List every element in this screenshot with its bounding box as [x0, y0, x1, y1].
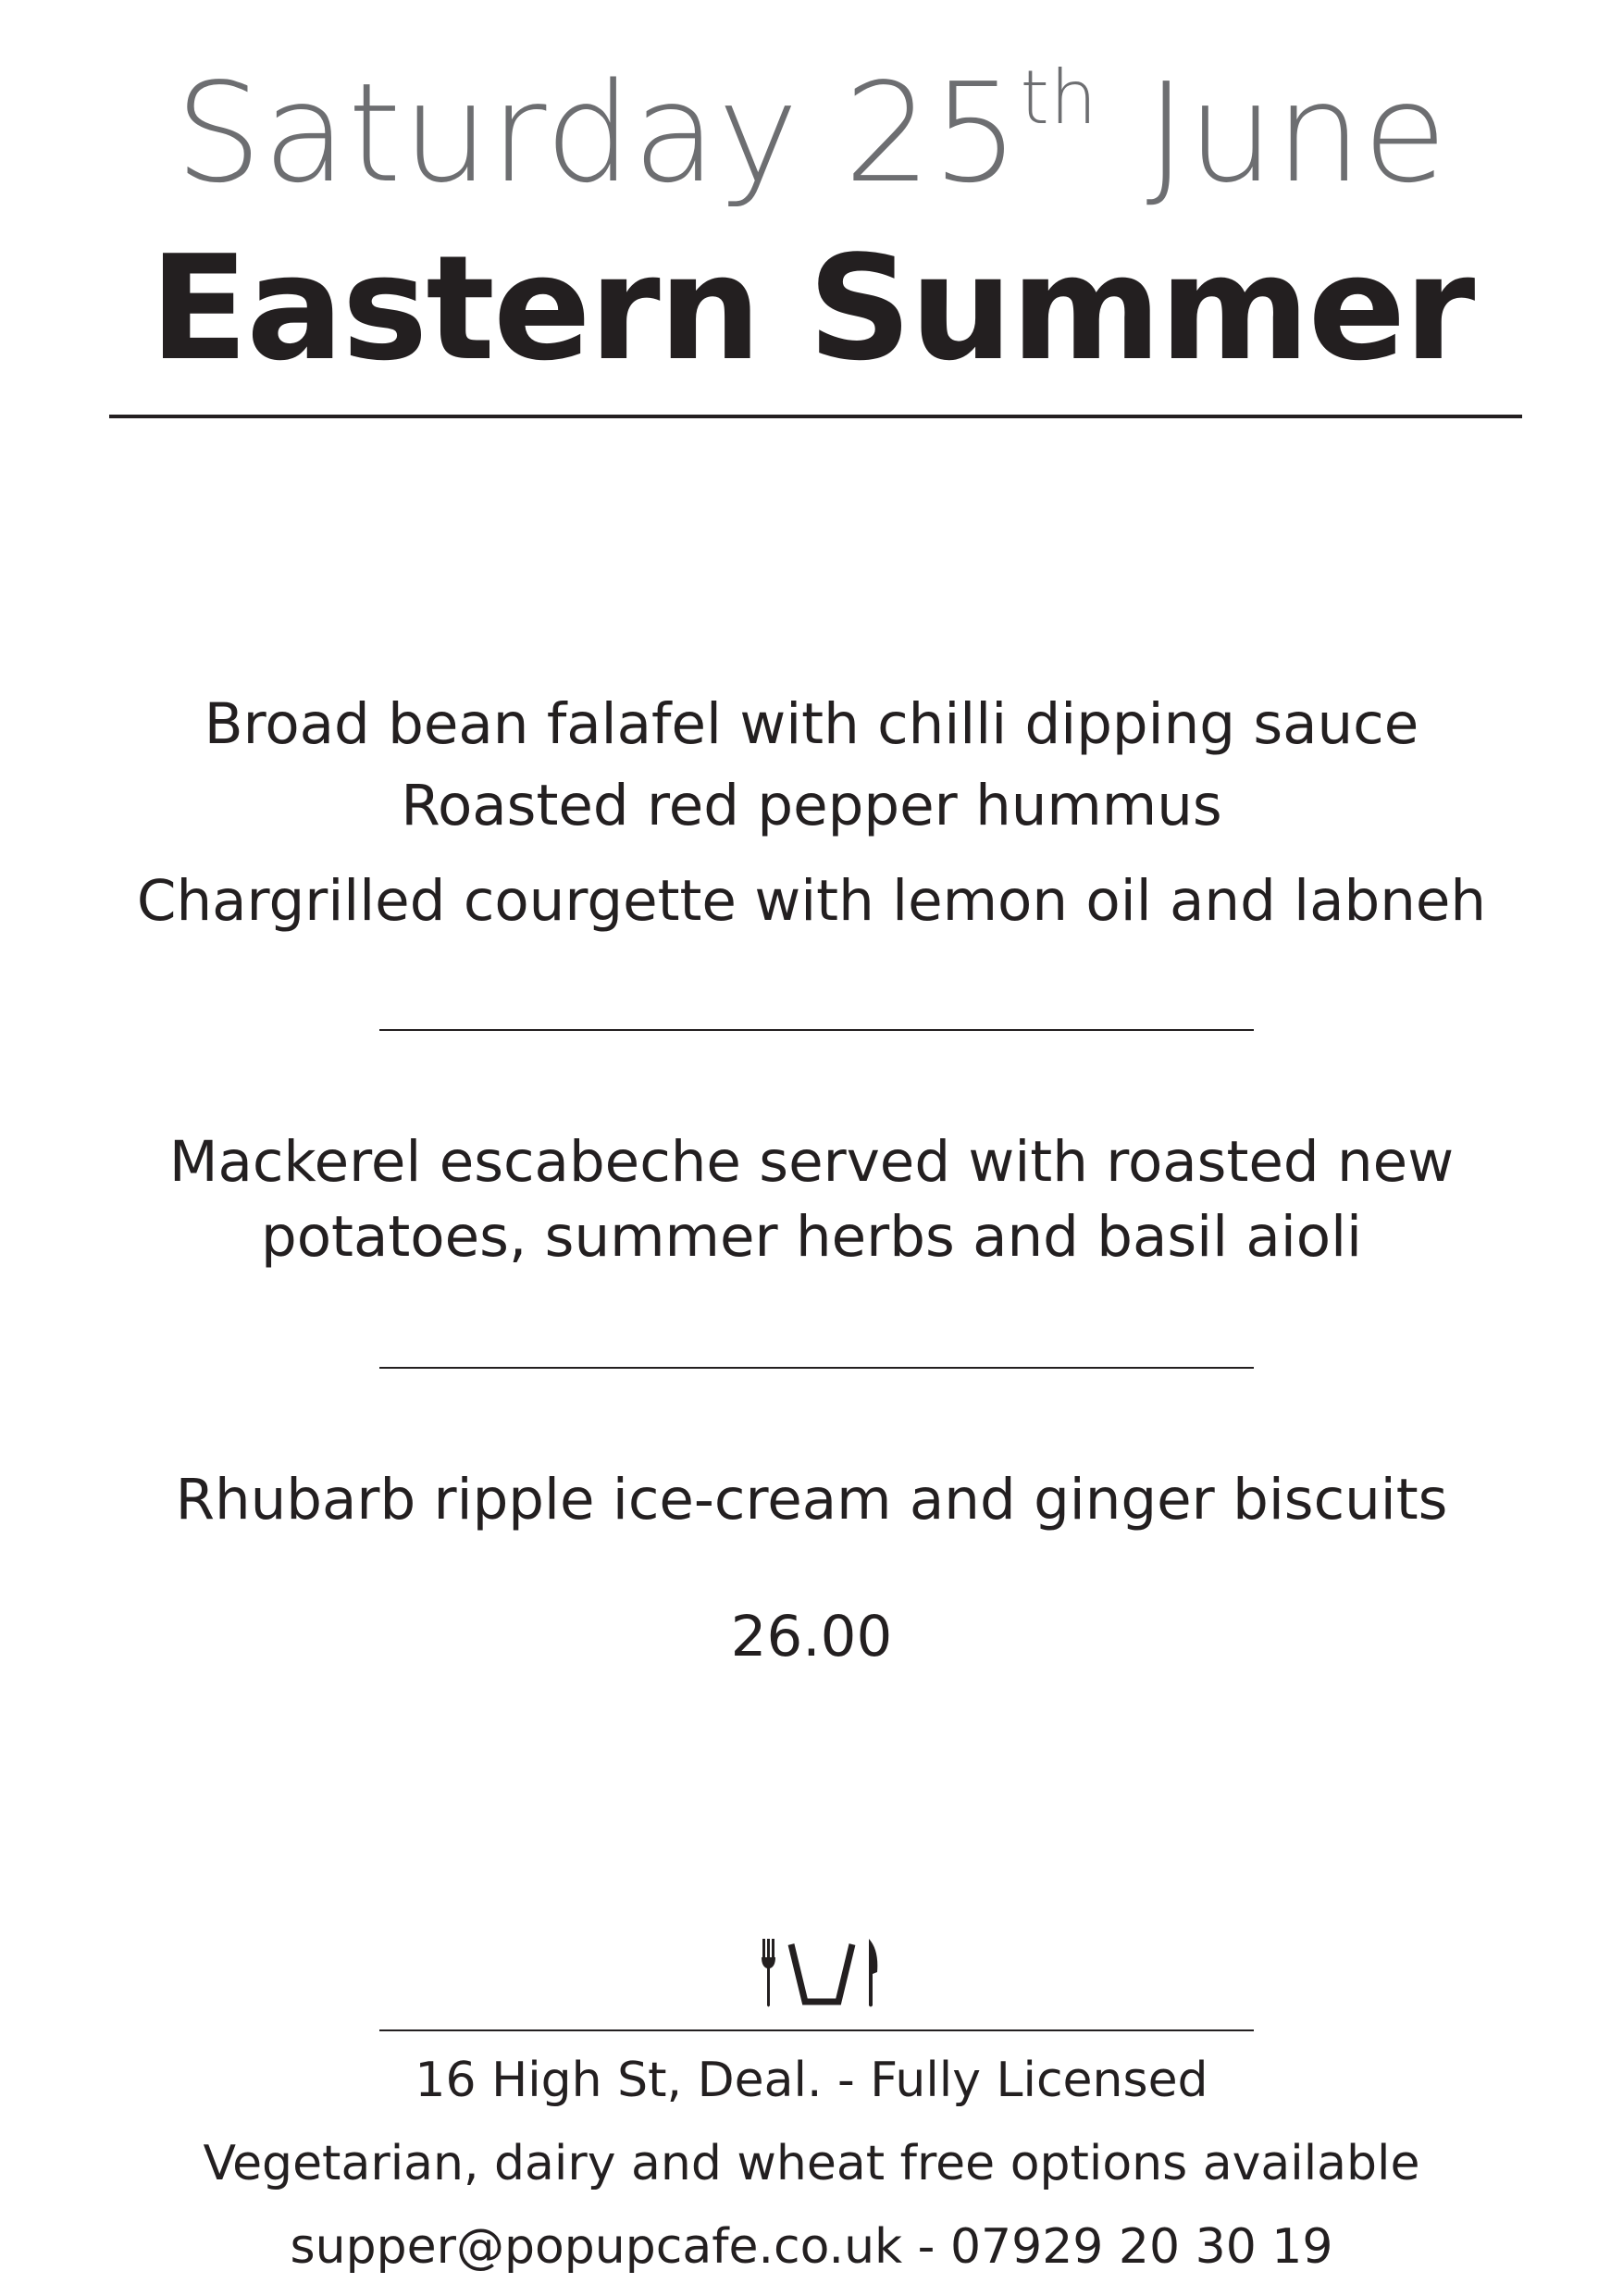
- footer-dietary: Vegetarian, dairy and wheat free options available: [203, 2136, 1420, 2191]
- date-suffix: th: [1020, 55, 1098, 141]
- date-month: June: [1146, 54, 1448, 213]
- main-line-1: Mackerel escabeche served with roasted new: [168, 1129, 1455, 1195]
- starter-item-1: Broad bean falafel with chilli dipping sauce: [204, 691, 1419, 757]
- date-day: Saturday 25: [175, 54, 1021, 213]
- starter-item-3: Chargrilled courgette with lemon oil and labneh: [136, 868, 1487, 934]
- dessert-item: Rhubarb ripple ice-cream and ginger biscuits: [175, 1467, 1448, 1533]
- footer-address: 16 High St, Deal. - Fully Licensed: [415, 2053, 1208, 2108]
- event-date: [0, 54, 1623, 213]
- event-title: Eastern Summer: [149, 224, 1474, 392]
- course-divider-1: [379, 1029, 1254, 1031]
- footer-contact: supper@popupcafe.co.uk - 07929 20 30 19: [290, 2219, 1333, 2275]
- header-divider: [109, 415, 1522, 418]
- menu-price: 26.00: [730, 1604, 893, 1669]
- footer-divider: [379, 2029, 1254, 2031]
- fork-cup-knife-icon: [757, 1939, 881, 2008]
- main-line-2: potatoes, summer herbs and basil aioli: [261, 1204, 1362, 1270]
- course-divider-2: [379, 1367, 1254, 1369]
- starter-item-2: Roasted red pepper hummus: [401, 773, 1222, 838]
